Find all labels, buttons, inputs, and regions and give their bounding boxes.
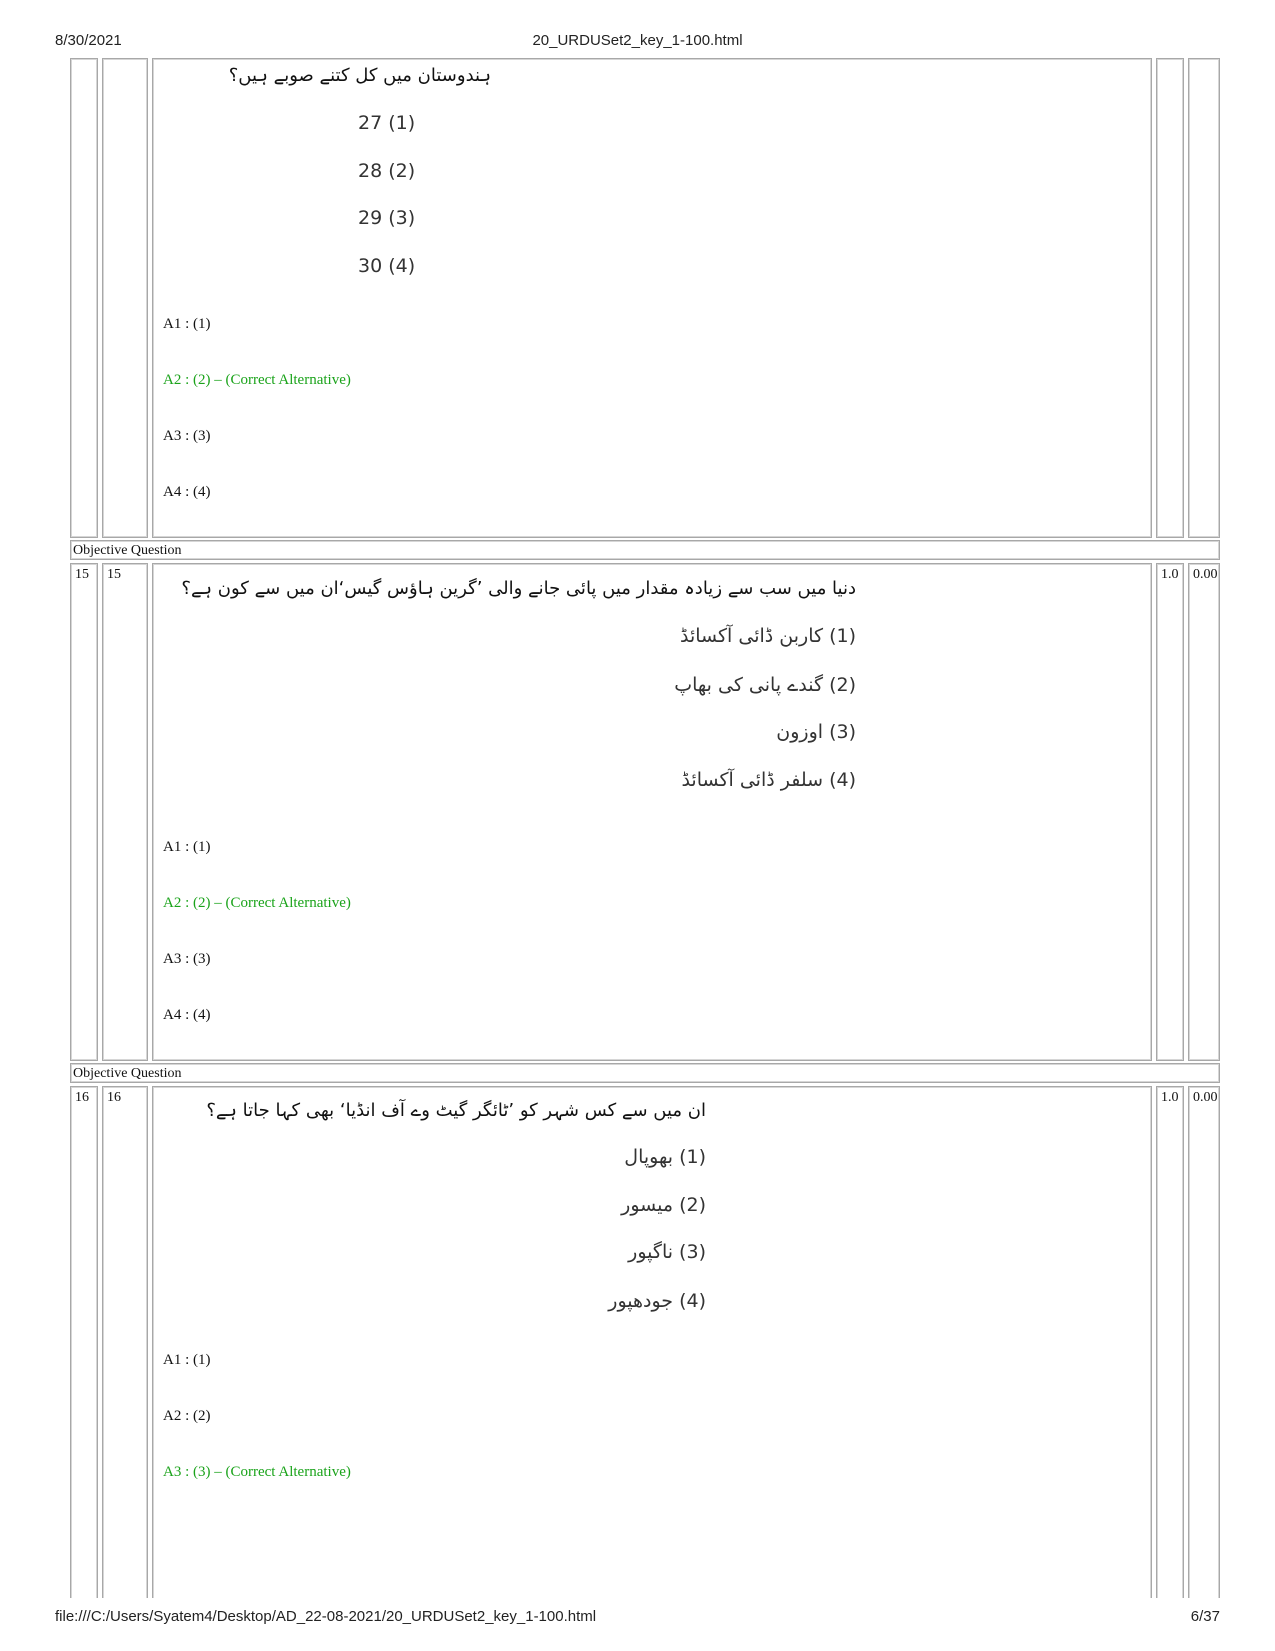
answer-1: A1 : (1): [163, 839, 211, 855]
answer-2: A2 : (2): [163, 1408, 211, 1424]
question-body: [152, 563, 1152, 1061]
answer-3-correct: A3 : (3) – (Correct Alternative): [163, 1464, 351, 1480]
answer-3: A3 : (3): [163, 428, 211, 444]
answer-1: A1 : (1): [163, 1352, 211, 1368]
answer-1: A1 : (1): [163, 316, 211, 332]
option-3: (3) اوزون: [776, 721, 856, 743]
question-body: [152, 1086, 1152, 1598]
question-text: دنیا میں سب سے زیادہ مقدار میں پائی جانے والی ’گرین ہاؤس گیس‘ان میں سے کون ہے؟: [181, 578, 856, 599]
negative-marks-value: 0.00: [1188, 563, 1220, 1061]
serial-cell: [70, 58, 98, 538]
serial-number: 15: [70, 563, 98, 1061]
question-number-cell: [102, 58, 148, 538]
print-date: 8/30/2021: [55, 32, 122, 49]
option-3: (3) ناگپور: [628, 1241, 706, 1263]
option-4: (4) سلفر ڈائی آکسائڈ: [681, 769, 856, 791]
option-1: 27 (1): [358, 112, 416, 134]
marks-value: 1.0: [1156, 1086, 1184, 1598]
marks-value: 1.0: [1156, 563, 1184, 1061]
option-1: (1) کاربن ڈائی آکسائڈ: [680, 625, 856, 647]
answer-4: A4 : (4): [163, 1007, 211, 1023]
question-number: 16: [102, 1086, 148, 1598]
question-text: ان میں سے کس شہر کو ’ٹائگر گیٹ وے آف انڈیا‘ بھی کہا جاتا ہے؟: [206, 1100, 706, 1121]
negative-marks-cell: [1188, 58, 1220, 538]
answer-2-correct: A2 : (2) – (Correct Alternative): [163, 895, 351, 911]
file-path: file:///C:/Users/Syatem4/Desktop/AD_22-08-2021/20_URDUSet2_key_1-100.html: [55, 1608, 597, 1625]
option-3: 29 (3): [358, 207, 416, 229]
option-2: (2) میسور: [621, 1194, 706, 1216]
page-number: 6/37: [1190, 1608, 1220, 1625]
question-number: 15: [102, 563, 148, 1061]
option-1: (1) بھوپال: [624, 1146, 706, 1168]
option-2: (2) گندے پانی کی بھاپ: [674, 674, 856, 696]
serial-number: 16: [70, 1086, 98, 1598]
marks-cell: [1156, 58, 1184, 538]
answer-3: A3 : (3): [163, 951, 211, 967]
option-4: (4) جودھپور: [608, 1290, 706, 1312]
question-text: ہندوستان میں کل کتنے صوبے ہیں؟: [228, 65, 491, 86]
answer-4: A4 : (4): [163, 484, 211, 500]
question-body: [152, 58, 1152, 538]
option-2: 28 (2): [358, 160, 416, 182]
document-title: 20_URDUSet2_key_1-100.html: [532, 32, 743, 49]
negative-marks-value: 0.00: [1188, 1086, 1220, 1598]
answer-2-correct: A2 : (2) – (Correct Alternative): [163, 372, 351, 388]
question-type-label: Objective Question: [70, 1063, 1220, 1083]
answer-key-table: [70, 58, 1220, 1598]
question-type-label: Objective Question: [70, 540, 1220, 560]
option-4: 30 (4): [358, 255, 416, 277]
